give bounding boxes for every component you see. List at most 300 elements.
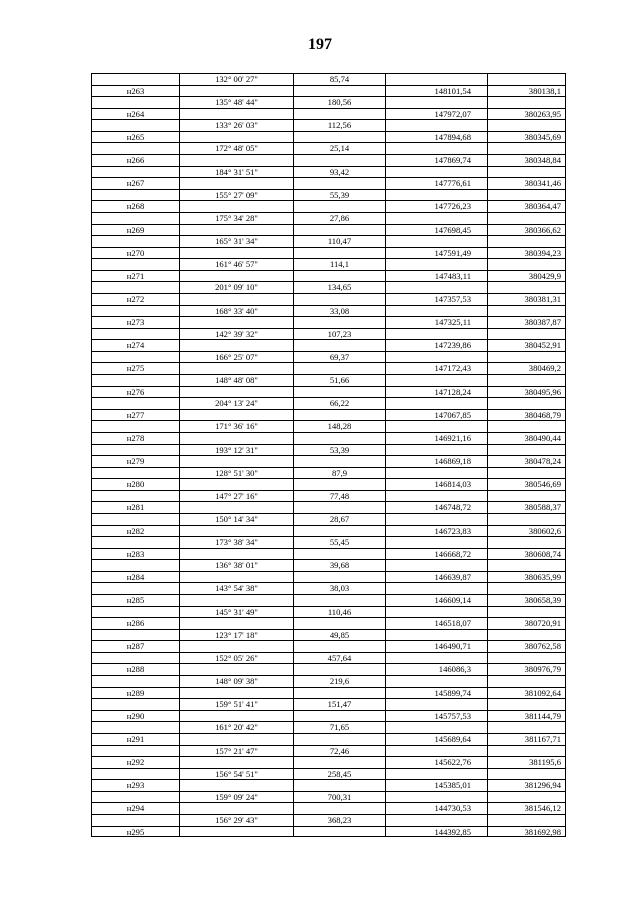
point-cell: н291 [91, 734, 179, 745]
table-row [91, 177, 566, 189]
table-row [91, 467, 566, 479]
table-row [91, 802, 566, 814]
point-cell [91, 653, 179, 664]
angle-cell: 132° 00' 27" [179, 74, 293, 85]
x-coordinate-cell [385, 398, 487, 409]
angle-cell [179, 225, 293, 236]
x-coordinate-cell [385, 329, 487, 340]
distance-cell: 180,56 [293, 97, 385, 108]
table-row [91, 698, 566, 710]
angle-cell [179, 271, 293, 282]
table-row [91, 420, 566, 432]
distance-cell [293, 433, 385, 444]
angle-cell: 168° 33' 40" [179, 306, 293, 317]
x-coordinate-cell [385, 306, 487, 317]
angle-cell [179, 618, 293, 629]
table-row [91, 548, 566, 560]
angle-cell [179, 549, 293, 560]
y-coordinate-cell: 380348,84 [487, 155, 566, 166]
angle-cell: 148° 09' 38" [179, 676, 293, 687]
y-coordinate-cell: 380546,69 [487, 479, 566, 490]
y-coordinate-cell: 380429,9 [487, 271, 566, 282]
table-row [91, 525, 566, 537]
y-coordinate-cell: 380381,31 [487, 294, 566, 305]
angle-cell: 150° 14' 34" [179, 514, 293, 525]
y-coordinate-cell: 380366,62 [487, 225, 566, 236]
point-cell [91, 143, 179, 154]
table-row [91, 96, 566, 108]
point-cell [91, 352, 179, 363]
table-row [91, 501, 566, 513]
table-row [91, 328, 566, 340]
point-cell [91, 630, 179, 641]
table-row [91, 73, 566, 85]
point-cell [91, 792, 179, 803]
table-row [91, 663, 566, 675]
point-cell [91, 537, 179, 548]
distance-cell [293, 664, 385, 675]
y-coordinate-cell [487, 398, 566, 409]
distance-cell: 93,42 [293, 167, 385, 178]
angle-cell: 135° 48' 44" [179, 97, 293, 108]
x-coordinate-cell [385, 722, 487, 733]
angle-cell [179, 109, 293, 120]
distance-cell: 457,64 [293, 653, 385, 664]
table-row [91, 154, 566, 166]
table-row [91, 119, 566, 131]
x-coordinate-cell: 146609,14 [385, 595, 487, 606]
table-row [91, 339, 566, 351]
distance-cell [293, 271, 385, 282]
x-coordinate-cell [385, 190, 487, 201]
table-row [91, 281, 566, 293]
table-row [91, 640, 566, 652]
table-row [91, 351, 566, 363]
angle-cell: 142° 39' 32" [179, 329, 293, 340]
angle-cell [179, 757, 293, 768]
x-coordinate-cell: 147726,23 [385, 201, 487, 212]
distance-cell: 258,45 [293, 769, 385, 780]
angle-cell [179, 572, 293, 583]
point-cell [91, 583, 179, 594]
point-cell: н270 [91, 248, 179, 259]
angle-cell: 204° 13' 24" [179, 398, 293, 409]
x-coordinate-cell [385, 607, 487, 618]
x-coordinate-cell [385, 514, 487, 525]
table-row [91, 397, 566, 409]
y-coordinate-cell [487, 282, 566, 293]
distance-cell: 87,9 [293, 468, 385, 479]
x-coordinate-cell: 144730,53 [385, 803, 487, 814]
point-cell [91, 815, 179, 826]
distance-cell [293, 502, 385, 513]
distance-cell [293, 549, 385, 560]
y-coordinate-cell [487, 74, 566, 85]
y-coordinate-cell [487, 421, 566, 432]
table-row [91, 432, 566, 444]
y-coordinate-cell: 380588,37 [487, 502, 566, 513]
distance-cell: 148,28 [293, 421, 385, 432]
point-cell: н273 [91, 317, 179, 328]
angle-cell: 156° 54' 51" [179, 769, 293, 780]
table-row [91, 444, 566, 456]
x-coordinate-cell: 148101,54 [385, 86, 487, 97]
x-coordinate-cell [385, 699, 487, 710]
y-coordinate-cell [487, 143, 566, 154]
point-cell: н284 [91, 572, 179, 583]
x-coordinate-cell [385, 630, 487, 641]
y-coordinate-cell [487, 306, 566, 317]
table-row [91, 756, 566, 768]
point-cell [91, 699, 179, 710]
angle-cell: 152° 05' 26" [179, 653, 293, 664]
table-row [91, 212, 566, 224]
table-row [91, 305, 566, 317]
distance-cell [293, 479, 385, 490]
x-coordinate-cell: 147172,43 [385, 363, 487, 374]
distance-cell: 85,74 [293, 74, 385, 85]
x-coordinate-cell [385, 815, 487, 826]
x-coordinate-cell [385, 792, 487, 803]
y-coordinate-cell: 380263,95 [487, 109, 566, 120]
x-coordinate-cell [385, 746, 487, 757]
y-coordinate-cell [487, 190, 566, 201]
distance-cell [293, 780, 385, 791]
distance-cell: 55,39 [293, 190, 385, 201]
y-coordinate-cell [487, 722, 566, 733]
point-cell [91, 468, 179, 479]
x-coordinate-cell [385, 560, 487, 571]
distance-cell: 28,67 [293, 514, 385, 525]
table-row [91, 687, 566, 699]
y-coordinate-cell: 381167,71 [487, 734, 566, 745]
y-coordinate-cell: 380762,58 [487, 641, 566, 652]
distance-cell [293, 711, 385, 722]
x-coordinate-cell: 146921,16 [385, 433, 487, 444]
table-row [91, 652, 566, 664]
x-coordinate-cell: 147776,61 [385, 178, 487, 189]
point-cell [91, 190, 179, 201]
table-row [91, 200, 566, 212]
y-coordinate-cell: 380720,91 [487, 618, 566, 629]
angle-cell: 175° 34' 28" [179, 213, 293, 224]
angle-cell [179, 664, 293, 675]
y-coordinate-cell [487, 607, 566, 618]
distance-cell [293, 803, 385, 814]
angle-cell: 161° 46' 57" [179, 259, 293, 270]
y-coordinate-cell [487, 120, 566, 131]
distance-cell [293, 109, 385, 120]
angle-cell: 172° 48' 05" [179, 143, 293, 154]
distance-cell: 151,47 [293, 699, 385, 710]
x-coordinate-cell: 145622,76 [385, 757, 487, 768]
y-coordinate-cell [487, 213, 566, 224]
distance-cell [293, 387, 385, 398]
angle-cell [179, 201, 293, 212]
table-row [91, 582, 566, 594]
point-cell: н278 [91, 433, 179, 444]
point-cell: н279 [91, 456, 179, 467]
y-coordinate-cell [487, 537, 566, 548]
angle-cell [179, 827, 293, 837]
point-cell: н266 [91, 155, 179, 166]
angle-cell: 173° 38' 34" [179, 537, 293, 548]
angle-cell [179, 456, 293, 467]
table-row [91, 166, 566, 178]
point-cell: н268 [91, 201, 179, 212]
y-coordinate-cell: 381692,98 [487, 827, 566, 837]
y-coordinate-cell: 380138,1 [487, 86, 566, 97]
table-row [91, 536, 566, 548]
table-row [91, 131, 566, 143]
y-coordinate-cell [487, 445, 566, 456]
y-coordinate-cell [487, 769, 566, 780]
distance-cell: 114,1 [293, 259, 385, 270]
angle-cell: 171° 36' 16" [179, 421, 293, 432]
x-coordinate-cell: 147128,24 [385, 387, 487, 398]
table-row [91, 490, 566, 502]
angle-cell [179, 780, 293, 791]
point-cell: н290 [91, 711, 179, 722]
table-row [91, 629, 566, 641]
x-coordinate-cell [385, 259, 487, 270]
y-coordinate-cell [487, 236, 566, 247]
y-coordinate-cell: 380658,39 [487, 595, 566, 606]
y-coordinate-cell [487, 746, 566, 757]
y-coordinate-cell: 380635,99 [487, 572, 566, 583]
x-coordinate-cell [385, 769, 487, 780]
distance-cell: 66,22 [293, 398, 385, 409]
y-coordinate-cell [487, 560, 566, 571]
x-coordinate-cell: 146869,18 [385, 456, 487, 467]
table-row [91, 791, 566, 803]
x-coordinate-cell: 147591,49 [385, 248, 487, 259]
distance-cell [293, 363, 385, 374]
point-cell [91, 607, 179, 618]
distance-cell: 77,48 [293, 491, 385, 502]
point-cell [91, 329, 179, 340]
distance-cell [293, 410, 385, 421]
point-cell: н289 [91, 688, 179, 699]
point-cell [91, 560, 179, 571]
x-coordinate-cell [385, 653, 487, 664]
y-coordinate-cell [487, 699, 566, 710]
y-coordinate-cell: 380602,6 [487, 526, 566, 537]
x-coordinate-cell [385, 143, 487, 154]
y-coordinate-cell [487, 375, 566, 386]
y-coordinate-cell: 380468,79 [487, 410, 566, 421]
angle-cell [179, 479, 293, 490]
angle-cell: 159° 51' 41" [179, 699, 293, 710]
x-coordinate-cell [385, 213, 487, 224]
point-cell: н277 [91, 410, 179, 421]
point-cell [91, 120, 179, 131]
distance-cell: 49,85 [293, 630, 385, 641]
x-coordinate-cell: 145385,01 [385, 780, 487, 791]
distance-cell: 134,65 [293, 282, 385, 293]
x-coordinate-cell [385, 676, 487, 687]
point-cell: н276 [91, 387, 179, 398]
angle-cell [179, 387, 293, 398]
y-coordinate-cell [487, 583, 566, 594]
table-row [91, 721, 566, 733]
y-coordinate-cell: 381092,64 [487, 688, 566, 699]
table-row [91, 142, 566, 154]
distance-cell [293, 595, 385, 606]
distance-cell [293, 248, 385, 259]
angle-cell [179, 317, 293, 328]
point-cell: н267 [91, 178, 179, 189]
distance-cell: 107,23 [293, 329, 385, 340]
point-cell: н285 [91, 595, 179, 606]
angle-cell: 166° 25' 07" [179, 352, 293, 363]
angle-cell: 201° 09' 10" [179, 282, 293, 293]
table-row [91, 409, 566, 421]
point-cell: н269 [91, 225, 179, 236]
distance-cell [293, 132, 385, 143]
distance-cell [293, 734, 385, 745]
distance-cell [293, 456, 385, 467]
x-coordinate-cell [385, 445, 487, 456]
y-coordinate-cell: 380478,24 [487, 456, 566, 467]
table-row [91, 455, 566, 467]
x-coordinate-cell: 147698,45 [385, 225, 487, 236]
table-row [91, 733, 566, 745]
point-cell [91, 722, 179, 733]
table-row [91, 571, 566, 583]
point-cell [91, 398, 179, 409]
point-cell [91, 74, 179, 85]
distance-cell [293, 526, 385, 537]
table-row [91, 189, 566, 201]
y-coordinate-cell: 381546,12 [487, 803, 566, 814]
distance-cell: 53,39 [293, 445, 385, 456]
angle-cell [179, 363, 293, 374]
point-cell [91, 769, 179, 780]
x-coordinate-cell: 146748,72 [385, 502, 487, 513]
x-coordinate-cell [385, 537, 487, 548]
point-cell [91, 306, 179, 317]
angle-cell: 143° 54' 38" [179, 583, 293, 594]
y-coordinate-cell: 380452,91 [487, 340, 566, 351]
angle-cell: 159° 09' 24" [179, 792, 293, 803]
distance-cell: 110,46 [293, 607, 385, 618]
point-cell: н292 [91, 757, 179, 768]
angle-cell [179, 433, 293, 444]
x-coordinate-cell: 146723,83 [385, 526, 487, 537]
y-coordinate-cell [487, 653, 566, 664]
y-coordinate-cell [487, 514, 566, 525]
y-coordinate-cell [487, 491, 566, 502]
x-coordinate-cell [385, 421, 487, 432]
x-coordinate-cell: 146668,72 [385, 549, 487, 560]
point-cell [91, 213, 179, 224]
x-coordinate-cell [385, 375, 487, 386]
x-coordinate-cell: 147239,86 [385, 340, 487, 351]
y-coordinate-cell: 380345,69 [487, 132, 566, 143]
table-row [91, 814, 566, 826]
angle-cell [179, 410, 293, 421]
table-row [91, 675, 566, 687]
x-coordinate-cell [385, 352, 487, 363]
point-cell [91, 375, 179, 386]
distance-cell [293, 688, 385, 699]
point-cell: н283 [91, 549, 179, 560]
distance-cell: 38,03 [293, 583, 385, 594]
x-coordinate-cell [385, 97, 487, 108]
point-cell [91, 746, 179, 757]
point-cell: н275 [91, 363, 179, 374]
angle-cell [179, 711, 293, 722]
y-coordinate-cell: 380495,96 [487, 387, 566, 398]
y-coordinate-cell: 380469,2 [487, 363, 566, 374]
angle-cell [179, 294, 293, 305]
angle-cell: 193° 12' 31" [179, 445, 293, 456]
table-row [91, 293, 566, 305]
angle-cell: 156° 29' 43" [179, 815, 293, 826]
point-cell [91, 676, 179, 687]
angle-cell [179, 155, 293, 166]
distance-cell: 69,37 [293, 352, 385, 363]
distance-cell [293, 225, 385, 236]
x-coordinate-cell [385, 74, 487, 85]
x-coordinate-cell: 145757,53 [385, 711, 487, 722]
table-row [91, 316, 566, 328]
point-cell [91, 491, 179, 502]
table-row [91, 745, 566, 757]
table-row [91, 235, 566, 247]
distance-cell: 110,47 [293, 236, 385, 247]
distance-cell: 25,14 [293, 143, 385, 154]
x-coordinate-cell: 146518,07 [385, 618, 487, 629]
table-row [91, 258, 566, 270]
x-coordinate-cell: 147357,53 [385, 294, 487, 305]
angle-cell [179, 688, 293, 699]
point-cell: н281 [91, 502, 179, 513]
angle-cell: 155° 27' 09" [179, 190, 293, 201]
distance-cell: 72,46 [293, 746, 385, 757]
point-cell [91, 236, 179, 247]
angle-cell: 145° 31' 49" [179, 607, 293, 618]
x-coordinate-cell [385, 583, 487, 594]
point-cell: н294 [91, 803, 179, 814]
table-row [91, 779, 566, 791]
angle-cell: 148° 48' 08" [179, 375, 293, 386]
distance-cell [293, 618, 385, 629]
table-row [91, 559, 566, 571]
x-coordinate-cell: 144392,85 [385, 827, 487, 837]
x-coordinate-cell [385, 236, 487, 247]
distance-cell: 368,23 [293, 815, 385, 826]
distance-cell: 33,08 [293, 306, 385, 317]
y-coordinate-cell: 381144,79 [487, 711, 566, 722]
table-row [91, 478, 566, 490]
x-coordinate-cell: 146814,03 [385, 479, 487, 490]
point-cell: н274 [91, 340, 179, 351]
y-coordinate-cell: 380364,47 [487, 201, 566, 212]
angle-cell [179, 502, 293, 513]
y-coordinate-cell [487, 468, 566, 479]
y-coordinate-cell: 380490,44 [487, 433, 566, 444]
distance-cell [293, 201, 385, 212]
angle-cell [179, 595, 293, 606]
table-row [91, 108, 566, 120]
distance-cell [293, 155, 385, 166]
angle-cell [179, 132, 293, 143]
angle-cell: 128° 51' 30" [179, 468, 293, 479]
point-cell [91, 445, 179, 456]
y-coordinate-cell [487, 259, 566, 270]
